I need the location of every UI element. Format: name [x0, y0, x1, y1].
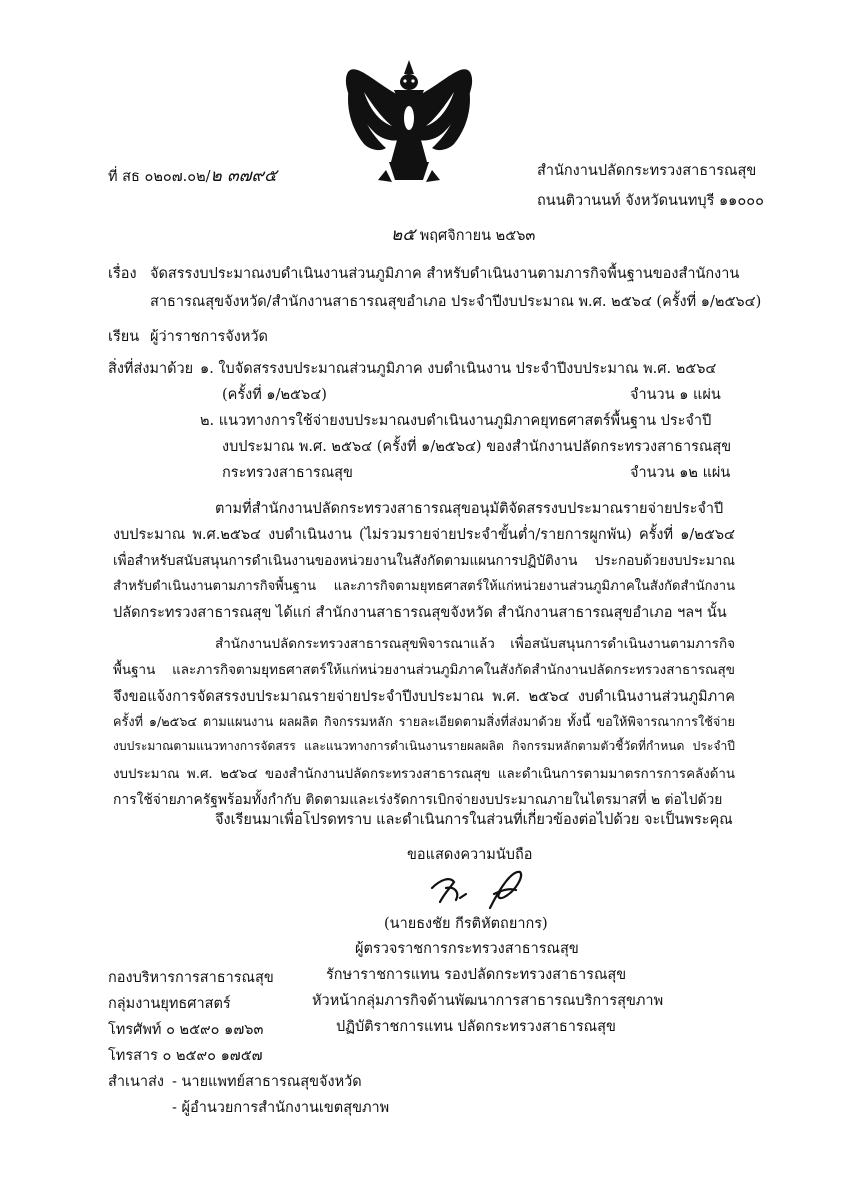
- paragraph-1-line: ตามที่สำนักงานปลัดกระทรวงสาธารณสุขอนุมัติจัดสรรงบประมาณรายจ่ายประจำปี: [215, 501, 724, 517]
- enclosure-2-line-3: กระทรวงสาธารณสุข: [222, 465, 353, 481]
- paragraph-1-line: งบประมาณ พ.ศ.๒๕๖๔ งบดำเนินงาน (ไม่รวมรายจ่ายประจำขั้นต่ำ/รายการผูกพัน) ครั้งที่ ๑/๒๕๖๔: [113, 527, 735, 543]
- reference-number-prefix: ที่ สธ ๐๒๐๗.๐๒/: [108, 169, 211, 185]
- paragraph-2-line: สำนักงานปลัดกระทรวงสาธารณสุขพิจารณาแล้ว เพื่อสนับสนุนการดำเนินงานตามภารกิจ: [215, 636, 735, 652]
- paragraph-1-line: สำหรับดำเนินงานตามภารกิจพื้นฐาน และภารกิจตามยุทธศาสตร์ให้แก่หน่วยงานส่วนภูมิภาคในสังกัดสำนักงาน: [113, 579, 735, 594]
- handwritten-signature: [420, 858, 540, 916]
- reference-number-handwritten: ๒ ๓๗๙๕: [210, 166, 277, 186]
- signatory-name: (นายธงชัย กีรติหัตถยากร): [384, 916, 548, 932]
- enclosure-2-quantity: จำนวน ๑๒ แผ่น: [630, 465, 731, 481]
- paragraph-2-line: การใช้จ่ายภาครัฐพร้อมทั้งกำกับ ติดตามและเร่งรัดการเบิกจ่ายงบประมาณภายในไตรมาสที่ ๒ ต่อไปด้วย: [113, 792, 723, 808]
- subject-line-2: สาธารณสุขจังหวัด/สำนักงานสาธารณสุขอำเภอ ประจำปีงบประมาณ พ.ศ. ๒๕๖๔ (ครั้งที่ ๑/๒๕๖๔): [150, 294, 762, 310]
- signature-greeting: ขอแสดงความนับถือ: [407, 847, 533, 863]
- office-address: ถนนติวานนท์ จังหวัดนนทบุรี ๑๑๐๐๐: [537, 193, 764, 209]
- recipient-label: เรียน: [108, 329, 140, 345]
- paragraph-2-line: ครั้งที่ ๑/๒๕๖๔ ตามแผนงาน ผลผลิต กิจกรรมหลัก รายละเอียดตามสิ่งที่ส่งมาด้วย ทั้งนี้ ขอให้พิจารณาการใช้จ่าย: [113, 715, 735, 730]
- footer-fax: โทรสาร ๐ ๒๕๙๐ ๑๗๕๗: [108, 1048, 263, 1064]
- enclosure-1-line-2: (ครั้งที่ ๑/๒๕๖๔): [222, 387, 327, 403]
- subject-line-1: จัดสรรงบประมาณงบดำเนินงานส่วนภูมิภาค สำหรับดำเนินงานตามภารกิจพื้นฐานของสำนักงาน: [150, 266, 740, 282]
- signatory-title-2: รักษาราชการแทน รองปลัดกระทรวงสาธารณสุข: [326, 967, 627, 983]
- date-month-year: พฤศจิกายน ๒๕๖๓: [419, 228, 536, 244]
- enclosure-1-quantity: จำนวน ๑ แผ่น: [630, 387, 721, 403]
- footer-group: กลุ่มงานยุทธศาสตร์: [108, 996, 231, 1012]
- cc-label: สำเนาส่ง: [108, 1074, 164, 1090]
- closing-sentence: จึงเรียนมาเพื่อโปรดทราบ และดำเนินการในส่วนที่เกี่ยวข้องต่อไปด้วย จะเป็นพระคุณ: [215, 812, 733, 828]
- date-day-handwritten: ๒๕: [391, 225, 416, 245]
- footer-division: กองบริหารการสาธารณสุข: [108, 970, 274, 986]
- paragraph-2-line: จึงขอแจ้งการจัดสรรงบประมาณรายจ่ายประจำปีงบประมาณ พ.ศ. ๒๕๖๔ งบดำเนินงานส่วนภูมิภาค: [113, 689, 735, 705]
- enclosure-1-line-1: ๑. ใบจัดสรรงบประมาณส่วนภูมิภาค งบดำเนินงาน ประจำปีงบประมาณ พ.ศ. ๒๕๖๔: [200, 361, 717, 377]
- paragraph-2-line: งบประมาณ พ.ศ. ๒๕๖๔ ของสำนักงานปลัดกระทรวงสาธารณสุข และดำเนินการตามมาตรการการคลังด้าน: [113, 767, 735, 782]
- footer-phone: โทรศัพท์ ๐ ๒๕๙๐ ๑๗๖๓: [108, 1022, 264, 1038]
- paragraph-1-line: เพื่อสำหรับสนับสนุนการดำเนินงานของหน่วยงานในสังกัดตามแผนการปฏิบัติงาน ประกอบด้วยงบประมาณ: [113, 553, 735, 569]
- subject-label: เรื่อง: [108, 266, 137, 282]
- enclosure-2-line-1: ๒. แนวทางการใช้จ่ายงบประมาณงบดำเนินงานภูมิภาคยุทธศาสตร์พื้นฐาน ประจำปี: [200, 413, 712, 429]
- paragraph-2-line: งบประมาณตามแนวทางการจัดสรร และแนวทางการดำเนินงานรายผลผลิต กิจกรรมหลักตามตัวชี้วัดที่กำหนด ประจำปี: [113, 739, 735, 753]
- paragraph-2-line: พื้นฐาน และภารกิจตามยุทธศาสตร์ให้แก่หน่วยงานส่วนภูมิภาคในสังกัดสำนักงานปลัดกระทรวงสาธารณสุข: [113, 662, 735, 678]
- signatory-title-3: หัวหน้ากลุ่มภารกิจด้านพัฒนาการสาธารณบริการสุขภาพ: [312, 993, 664, 1009]
- enclosure-2-line-2: งบประมาณ พ.ศ. ๒๕๖๔ (ครั้งที่ ๑/๒๕๖๔) ของสำนักงานปลัดกระทรวงสาธารณสุข: [222, 439, 732, 455]
- reference-number: [108, 162, 277, 189]
- cc-item-1: - นายแพทย์สาธารณสุขจังหวัด: [172, 1074, 362, 1090]
- office-name: สำนักงานปลัดกระทรวงสาธารณสุข: [537, 163, 757, 179]
- enclosures-label: สิ่งที่ส่งมาด้วย: [108, 361, 194, 377]
- garuda-emblem: [334, 52, 484, 192]
- signatory-title-4: ปฏิบัติราชการแทน ปลัดกระทรวงสาธารณสุข: [336, 1019, 616, 1035]
- paragraph-1-line: ปลัดกระทรวงสาธารณสุข ได้แก่ สำนักงานสาธารณสุขจังหวัด สำนักงานสาธารณสุขอำเภอ ฯลฯ นั้น: [113, 605, 727, 621]
- document-date: [391, 221, 535, 248]
- cc-item-2: - ผู้อำนวยการสำนักงานเขตสุขภาพ: [172, 1100, 390, 1116]
- recipient-value: ผู้ว่าราชการจังหวัด: [150, 329, 268, 345]
- signatory-title-1: ผู้ตรวจราชการกระทรวงสาธารณสุข: [355, 941, 579, 957]
